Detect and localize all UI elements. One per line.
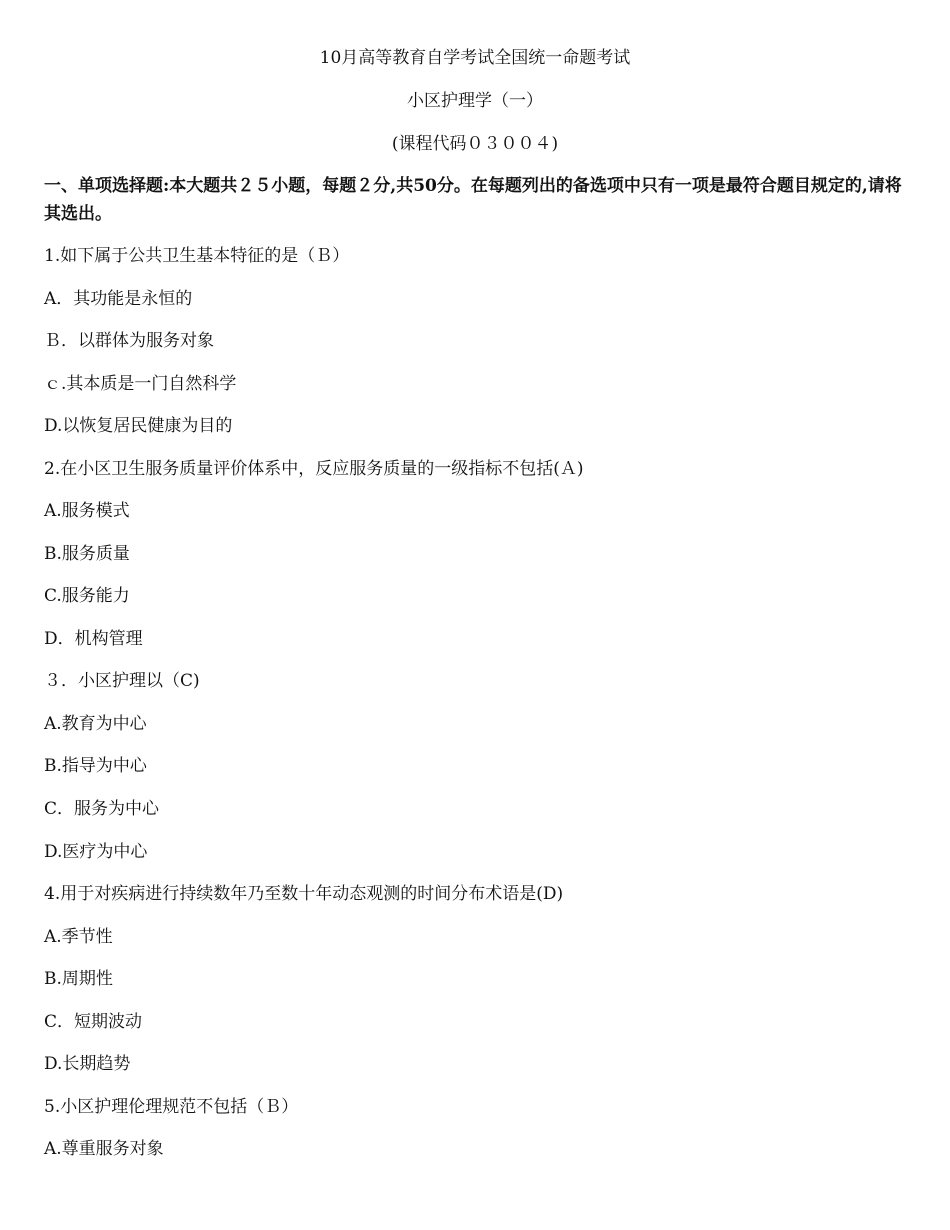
- question-stem: 5.小区护理伦理规范不包括（Ｂ）: [44, 1097, 299, 1117]
- question-stem: 4.用于对疾病进行持续数年乃至数十年动态观测的时间分布术语是(D): [44, 884, 564, 904]
- question-option: B.服务质量: [44, 544, 130, 564]
- question-option: C．短期波动: [44, 1012, 143, 1032]
- question-stem: 1.如下属于公共卫生基本特征的是（Ｂ）: [44, 246, 350, 266]
- question-option: C．服务为中心: [44, 799, 160, 819]
- question-option: Ｂ．以群体为服务对象: [44, 331, 214, 351]
- question-option: A.服务模式: [44, 501, 130, 521]
- question-option: B.指导为中心: [44, 756, 147, 776]
- course-code: (课程代码０３００４): [391, 134, 559, 154]
- section-heading: 一、单项选择题:本大题共２５小题，每题２分,共50分。在每题列出的备选项中只有一项是最符合题目规定的,请将其选出。: [44, 176, 902, 224]
- question-option: D.医疗为中心: [44, 842, 148, 862]
- subject-title: 小区护理学（一）: [407, 91, 543, 111]
- question-option: A.季节性: [44, 927, 113, 947]
- question-option: A.尊重服务对象: [44, 1139, 164, 1159]
- question-stem: 2.在小区卫生服务质量评价体系中，反应服务质量的一级指标不包括(Ａ): [44, 459, 584, 479]
- question-option: C.服务能力: [44, 586, 130, 606]
- exam-title: 10月高等教育自学考试全国统一命题考试: [319, 48, 631, 68]
- question-option: D.以恢复居民健康为目的: [44, 416, 233, 436]
- question-option: B.周期性: [44, 969, 113, 989]
- question-option: D．机构管理: [44, 629, 143, 649]
- question-stem: ３．小区护理以（C): [44, 671, 200, 691]
- question-option: ｃ.其本质是一门自然科学: [44, 374, 237, 394]
- question-option: A.教育为中心: [44, 714, 147, 734]
- question-option: D.长期趋势: [44, 1054, 131, 1074]
- question-option: A．其功能是永恒的: [44, 289, 193, 309]
